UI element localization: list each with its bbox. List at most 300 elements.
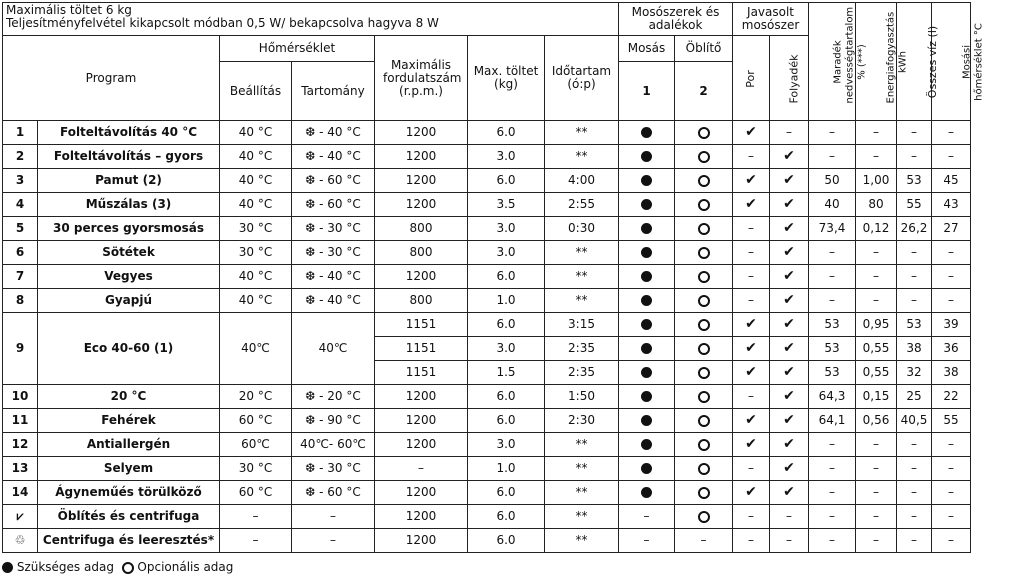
total-water: – bbox=[897, 433, 932, 457]
program-number: 12 bbox=[3, 433, 38, 457]
wash-temperature: 45 bbox=[932, 169, 971, 193]
power-consumption-info: Teljesítményfelvétel kikapcsolt módban 0,5 W/ bekapcsolva hagyva 8 W bbox=[6, 16, 439, 30]
residual-moisture: 53 bbox=[809, 361, 856, 385]
max-speed: 1200 bbox=[375, 169, 468, 193]
wash-temperature: – bbox=[932, 121, 971, 145]
max-load-header: Max. töltet (kg) bbox=[468, 36, 545, 121]
rinse-dose bbox=[675, 169, 733, 193]
max-load: 3.0 bbox=[468, 241, 545, 265]
rinse-dose bbox=[675, 385, 733, 409]
powder-suggested: – bbox=[733, 385, 770, 409]
residual-moisture: 53 bbox=[809, 337, 856, 361]
residual-moisture: – bbox=[809, 265, 856, 289]
wash-temperature: – bbox=[932, 529, 971, 553]
rinse-dose bbox=[675, 433, 733, 457]
total-water: – bbox=[897, 265, 932, 289]
temp-setting: 40℃ bbox=[220, 313, 292, 385]
required-dose-icon bbox=[641, 223, 652, 234]
temp-setting: – bbox=[220, 505, 292, 529]
wash-temperature: – bbox=[932, 289, 971, 313]
liquid-suggested: ✔ bbox=[770, 457, 809, 481]
rinse-dose bbox=[675, 457, 733, 481]
residual-moisture: – bbox=[809, 457, 856, 481]
duration: ** bbox=[545, 265, 619, 289]
residual-moisture: – bbox=[809, 505, 856, 529]
powder-suggested: ✔ bbox=[733, 409, 770, 433]
wash-temperature: 36 bbox=[932, 337, 971, 361]
rinse-number: 2 bbox=[675, 62, 733, 121]
wash-dose bbox=[619, 409, 675, 433]
program-name: Pamut (2) bbox=[38, 169, 220, 193]
liquid-suggested: ✔ bbox=[770, 289, 809, 313]
wash-temperature: 43 bbox=[932, 193, 971, 217]
total-water: – bbox=[897, 457, 932, 481]
wash-dose bbox=[619, 385, 675, 409]
temp-setting: 30 °C bbox=[220, 217, 292, 241]
temp-setting: 40 °C bbox=[220, 289, 292, 313]
duration: ** bbox=[545, 457, 619, 481]
wash-dose bbox=[619, 169, 675, 193]
total-water: 55 bbox=[897, 193, 932, 217]
energy-consumption: – bbox=[856, 433, 897, 457]
duration: 1:50 bbox=[545, 385, 619, 409]
duration: 3:15 bbox=[545, 313, 619, 337]
optional-dose-icon bbox=[122, 562, 134, 574]
energy-consumption: – bbox=[856, 505, 897, 529]
powder-header: Por bbox=[733, 36, 770, 121]
temp-setting: 30 °C bbox=[220, 241, 292, 265]
powder-suggested: ✔ bbox=[733, 313, 770, 337]
powder-suggested: – bbox=[733, 217, 770, 241]
program-name: Műszálas (3) bbox=[38, 193, 220, 217]
table-row bbox=[3, 313, 971, 337]
liquid-suggested: ✔ bbox=[770, 169, 809, 193]
max-load: 3.0 bbox=[468, 145, 545, 169]
program-number: 9 bbox=[3, 313, 38, 385]
wash-dose bbox=[619, 433, 675, 457]
liquid-suggested: – bbox=[770, 529, 809, 553]
total-water: 38 bbox=[897, 337, 932, 361]
optional-dose-icon bbox=[698, 367, 710, 379]
temp-setting: 40 °C bbox=[220, 169, 292, 193]
required-dose-icon bbox=[641, 175, 652, 186]
max-speed: 800 bbox=[375, 289, 468, 313]
residual-moisture: 64,1 bbox=[809, 409, 856, 433]
wash-dose bbox=[619, 313, 675, 337]
rinse-dose bbox=[675, 217, 733, 241]
required-dose-icon bbox=[641, 367, 652, 378]
residual-moisture: – bbox=[809, 289, 856, 313]
rinse-header: Öblítő bbox=[675, 36, 733, 62]
optional-dose-icon bbox=[698, 199, 710, 211]
optional-dose-icon bbox=[698, 271, 710, 283]
liquid-suggested: ✔ bbox=[770, 481, 809, 505]
total-water: – bbox=[897, 241, 932, 265]
rinse-dose bbox=[675, 265, 733, 289]
optional-dose-icon bbox=[698, 511, 710, 523]
wash-dose: – bbox=[619, 529, 675, 553]
powder-suggested: – bbox=[733, 289, 770, 313]
energy-consumption: – bbox=[856, 145, 897, 169]
table-row bbox=[3, 145, 971, 169]
temp-setting: 20 °C bbox=[220, 385, 292, 409]
duration: 0:30 bbox=[545, 217, 619, 241]
rinse-dose bbox=[675, 409, 733, 433]
energy-consumption: – bbox=[856, 265, 897, 289]
wash-number: 1 bbox=[619, 62, 675, 121]
program-header: Program bbox=[3, 36, 220, 121]
max-load: 3.0 bbox=[468, 217, 545, 241]
setting-header: Beállítás bbox=[220, 62, 292, 121]
table-row bbox=[3, 529, 971, 553]
program-name: Öblítés és centrifuga bbox=[38, 505, 220, 529]
rinse-dose: – bbox=[675, 529, 733, 553]
residual-moisture: 64,3 bbox=[809, 385, 856, 409]
program-name: Folteltávolítás – gyors bbox=[38, 145, 220, 169]
program-number: ⩗ bbox=[3, 505, 38, 529]
powder-suggested: – bbox=[733, 265, 770, 289]
liquid-suggested: ✔ bbox=[770, 409, 809, 433]
required-dose-icon bbox=[641, 295, 652, 306]
energy-consumption: – bbox=[856, 121, 897, 145]
optional-dose-icon bbox=[698, 295, 710, 307]
rinse-dose bbox=[675, 145, 733, 169]
total-water: 53 bbox=[897, 313, 932, 337]
rinse-dose bbox=[675, 361, 733, 385]
required-dose-icon bbox=[641, 271, 652, 282]
table-row bbox=[3, 433, 971, 457]
residual-moisture: – bbox=[809, 481, 856, 505]
powder-suggested: ✔ bbox=[733, 193, 770, 217]
suggested-detergent-header: Javasolt mosószer bbox=[733, 3, 809, 36]
wash-dose bbox=[619, 481, 675, 505]
max-speed-header: Maximális fordulatszám (r.p.m.) bbox=[375, 36, 468, 121]
max-load: 1.0 bbox=[468, 289, 545, 313]
liquid-suggested: ✔ bbox=[770, 361, 809, 385]
program-name: Vegyes bbox=[38, 265, 220, 289]
max-speed: 1200 bbox=[375, 433, 468, 457]
total-water: 32 bbox=[897, 361, 932, 385]
powder-suggested: ✔ bbox=[733, 481, 770, 505]
table-row bbox=[3, 169, 971, 193]
energy-consumption: 0,12 bbox=[856, 217, 897, 241]
program-number: 7 bbox=[3, 265, 38, 289]
wash-temp-header: Mosási hőmérséklet °C bbox=[932, 3, 971, 121]
liquid-header: Folyadék bbox=[770, 36, 809, 121]
rinse-dose bbox=[675, 313, 733, 337]
residual-moisture-header: Maradék nedvességtartalom % (***) bbox=[809, 3, 856, 121]
max-speed: 800 bbox=[375, 241, 468, 265]
duration: ** bbox=[545, 241, 619, 265]
liquid-suggested: – bbox=[770, 121, 809, 145]
duration: ** bbox=[545, 529, 619, 553]
program-number: 1 bbox=[3, 121, 38, 145]
rinse-dose bbox=[675, 481, 733, 505]
liquid-suggested: ✔ bbox=[770, 337, 809, 361]
wash-dose: – bbox=[619, 505, 675, 529]
duration: 2:35 bbox=[545, 337, 619, 361]
powder-suggested: ✔ bbox=[733, 169, 770, 193]
program-number: 14 bbox=[3, 481, 38, 505]
max-speed: 1200 bbox=[375, 409, 468, 433]
max-speed: 1200 bbox=[375, 481, 468, 505]
duration: 2:30 bbox=[545, 409, 619, 433]
temp-range: ❆ - 40 °C bbox=[292, 121, 375, 145]
wash-dose bbox=[619, 457, 675, 481]
temp-setting: 60℃ bbox=[220, 433, 292, 457]
energy-consumption: 0,55 bbox=[856, 361, 897, 385]
table-row bbox=[3, 481, 971, 505]
required-dose-icon bbox=[2, 562, 13, 573]
optional-dose-icon bbox=[698, 175, 710, 187]
temp-range: ❆ - 60 °C bbox=[292, 481, 375, 505]
required-dose-icon bbox=[641, 319, 652, 330]
temp-range: ❆ - 90 °C bbox=[292, 409, 375, 433]
program-number: 6 bbox=[3, 241, 38, 265]
max-load: 3.0 bbox=[468, 433, 545, 457]
energy-consumption: – bbox=[856, 241, 897, 265]
energy-consumption: 80 bbox=[856, 193, 897, 217]
temperature-header: Hőmérséklet bbox=[220, 36, 375, 62]
wash-temperature: – bbox=[932, 433, 971, 457]
total-water: – bbox=[897, 481, 932, 505]
max-speed: 1151 bbox=[375, 337, 468, 361]
residual-moisture: 53 bbox=[809, 313, 856, 337]
liquid-suggested: ✔ bbox=[770, 265, 809, 289]
table-row bbox=[3, 385, 971, 409]
optional-dose-icon bbox=[698, 487, 710, 499]
table-row bbox=[3, 289, 971, 313]
energy-header: Energiafogyasztás kWh bbox=[856, 3, 897, 121]
energy-consumption: 1,00 bbox=[856, 169, 897, 193]
max-speed: 1200 bbox=[375, 265, 468, 289]
max-load: 6.0 bbox=[468, 385, 545, 409]
max-speed: 800 bbox=[375, 217, 468, 241]
powder-suggested: ✔ bbox=[733, 433, 770, 457]
program-name: Selyem bbox=[38, 457, 220, 481]
wash-dose bbox=[619, 241, 675, 265]
max-speed: 1200 bbox=[375, 385, 468, 409]
powder-suggested: – bbox=[733, 529, 770, 553]
residual-moisture: – bbox=[809, 529, 856, 553]
wash-dose bbox=[619, 265, 675, 289]
total-water: – bbox=[897, 121, 932, 145]
wash-header: Mosás bbox=[619, 36, 675, 62]
table-row bbox=[3, 217, 971, 241]
rinse-dose bbox=[675, 337, 733, 361]
duration: ** bbox=[545, 505, 619, 529]
optional-dose-icon bbox=[698, 415, 710, 427]
program-name: Gyapjú bbox=[38, 289, 220, 313]
program-number: ♲ bbox=[3, 529, 38, 553]
temp-range: ❆ - 40 °C bbox=[292, 265, 375, 289]
max-load: 3.0 bbox=[468, 337, 545, 361]
energy-consumption: 0,15 bbox=[856, 385, 897, 409]
program-number: 2 bbox=[3, 145, 38, 169]
residual-moisture: – bbox=[809, 241, 856, 265]
total-water: 26,2 bbox=[897, 217, 932, 241]
max-speed: 1200 bbox=[375, 121, 468, 145]
max-speed: 1200 bbox=[375, 529, 468, 553]
powder-suggested: – bbox=[733, 145, 770, 169]
required-dose-icon bbox=[641, 199, 652, 210]
liquid-suggested: ✔ bbox=[770, 145, 809, 169]
temp-setting: 40 °C bbox=[220, 121, 292, 145]
temp-range: ❆ - 40 °C bbox=[292, 145, 375, 169]
rinse-dose bbox=[675, 289, 733, 313]
program-name: 20 °C bbox=[38, 385, 220, 409]
table-row bbox=[3, 265, 971, 289]
wash-temperature: 39 bbox=[932, 313, 971, 337]
table-header-info bbox=[3, 3, 619, 36]
wash-temperature: 22 bbox=[932, 385, 971, 409]
liquid-suggested: ✔ bbox=[770, 433, 809, 457]
temp-setting: 40 °C bbox=[220, 265, 292, 289]
wash-temperature: 27 bbox=[932, 217, 971, 241]
temp-setting: 40 °C bbox=[220, 145, 292, 169]
wash-dose bbox=[619, 361, 675, 385]
temp-setting: 60 °C bbox=[220, 409, 292, 433]
optional-dose-icon bbox=[698, 319, 710, 331]
max-speed: 1151 bbox=[375, 361, 468, 385]
program-table bbox=[2, 2, 985, 553]
temp-setting: 30 °C bbox=[220, 457, 292, 481]
liquid-suggested: – bbox=[770, 505, 809, 529]
table-row bbox=[3, 121, 971, 145]
program-name: Eco 40-60 (1) bbox=[38, 313, 220, 385]
powder-suggested: – bbox=[733, 457, 770, 481]
required-dose-icon bbox=[641, 391, 652, 402]
max-speed: 1200 bbox=[375, 145, 468, 169]
rinse-dose bbox=[675, 121, 733, 145]
duration: ** bbox=[545, 433, 619, 457]
program-name: Folteltávolítás 40 °C bbox=[38, 121, 220, 145]
table-row bbox=[3, 193, 971, 217]
powder-suggested: ✔ bbox=[733, 337, 770, 361]
total-water: – bbox=[897, 289, 932, 313]
duration: ** bbox=[545, 145, 619, 169]
rinse-dose bbox=[675, 241, 733, 265]
temp-range: ❆ - 40 °C bbox=[292, 289, 375, 313]
temp-range: 40℃ bbox=[292, 313, 375, 385]
program-name: Ágyneműés törülköző bbox=[38, 481, 220, 505]
max-load: 6.0 bbox=[468, 409, 545, 433]
duration: 2:35 bbox=[545, 361, 619, 385]
max-load-info: Maximális töltet 6 kg bbox=[6, 3, 132, 17]
total-water: – bbox=[897, 529, 932, 553]
liquid-suggested: ✔ bbox=[770, 313, 809, 337]
temp-range: ❆ - 20 °C bbox=[292, 385, 375, 409]
optional-dose-icon bbox=[698, 223, 710, 235]
max-load: 3.5 bbox=[468, 193, 545, 217]
max-speed: – bbox=[375, 457, 468, 481]
duration: ** bbox=[545, 289, 619, 313]
required-dose-icon bbox=[641, 343, 652, 354]
temp-range: ❆ - 30 °C bbox=[292, 457, 375, 481]
program-number: 5 bbox=[3, 217, 38, 241]
optional-dose-icon bbox=[698, 391, 710, 403]
wash-temperature: 55 bbox=[932, 409, 971, 433]
temp-range: – bbox=[292, 529, 375, 553]
total-water: 53 bbox=[897, 169, 932, 193]
wash-dose bbox=[619, 121, 675, 145]
rinse-dose bbox=[675, 193, 733, 217]
energy-consumption: 0,95 bbox=[856, 313, 897, 337]
max-load: 1.5 bbox=[468, 361, 545, 385]
table-row bbox=[3, 241, 971, 265]
total-water: 25 bbox=[897, 385, 932, 409]
required-dose-icon bbox=[641, 415, 652, 426]
wash-temperature: – bbox=[932, 265, 971, 289]
optional-dose-icon bbox=[698, 151, 710, 163]
wash-dose bbox=[619, 289, 675, 313]
temp-setting: – bbox=[220, 529, 292, 553]
table-row bbox=[3, 409, 971, 433]
required-dose-icon bbox=[641, 439, 652, 450]
optional-dose-icon bbox=[698, 247, 710, 259]
powder-suggested: – bbox=[733, 505, 770, 529]
powder-suggested: ✔ bbox=[733, 121, 770, 145]
total-water: – bbox=[897, 145, 932, 169]
residual-moisture: – bbox=[809, 121, 856, 145]
powder-suggested: – bbox=[733, 241, 770, 265]
program-number: 3 bbox=[3, 169, 38, 193]
max-load: 6.0 bbox=[468, 481, 545, 505]
optional-dose-icon bbox=[698, 127, 710, 139]
wash-temperature: 38 bbox=[932, 361, 971, 385]
liquid-suggested: ✔ bbox=[770, 193, 809, 217]
residual-moisture: – bbox=[809, 433, 856, 457]
max-speed: 1200 bbox=[375, 193, 468, 217]
wash-temperature: – bbox=[932, 241, 971, 265]
range-header: Tartomány bbox=[292, 62, 375, 121]
wash-dose bbox=[619, 337, 675, 361]
program-name: Antiallergén bbox=[38, 433, 220, 457]
legend-optional-label: Opcionális adag bbox=[137, 560, 234, 574]
wash-temperature: – bbox=[932, 505, 971, 529]
table-row bbox=[3, 457, 971, 481]
required-dose-icon bbox=[641, 463, 652, 474]
detergents-header: Mosószerek és adalékok bbox=[619, 3, 733, 36]
total-water: – bbox=[897, 505, 932, 529]
max-load: 6.0 bbox=[468, 505, 545, 529]
legend-required-label: Szükséges adag bbox=[16, 560, 114, 574]
temp-range: ❆ - 60 °C bbox=[292, 169, 375, 193]
residual-moisture: 50 bbox=[809, 169, 856, 193]
max-load: 6.0 bbox=[468, 169, 545, 193]
required-dose-icon bbox=[641, 247, 652, 258]
wash-temperature: – bbox=[932, 481, 971, 505]
wash-dose bbox=[619, 217, 675, 241]
duration-header: Időtartam (ó:p) bbox=[545, 36, 619, 121]
liquid-suggested: ✔ bbox=[770, 241, 809, 265]
max-speed: 1151 bbox=[375, 313, 468, 337]
program-name: Sötétek bbox=[38, 241, 220, 265]
max-load: 6.0 bbox=[468, 529, 545, 553]
temp-range: 40℃- 60℃ bbox=[292, 433, 375, 457]
wash-dose bbox=[619, 145, 675, 169]
residual-moisture: 40 bbox=[809, 193, 856, 217]
liquid-suggested: ✔ bbox=[770, 217, 809, 241]
program-number: 10 bbox=[3, 385, 38, 409]
energy-consumption: – bbox=[856, 457, 897, 481]
energy-consumption: – bbox=[856, 529, 897, 553]
water-header: Összes víz (l) bbox=[897, 3, 932, 121]
optional-dose-icon bbox=[698, 343, 710, 355]
temp-range: – bbox=[292, 505, 375, 529]
temp-range: ❆ - 60 °C bbox=[292, 193, 375, 217]
required-dose-icon bbox=[641, 127, 652, 138]
